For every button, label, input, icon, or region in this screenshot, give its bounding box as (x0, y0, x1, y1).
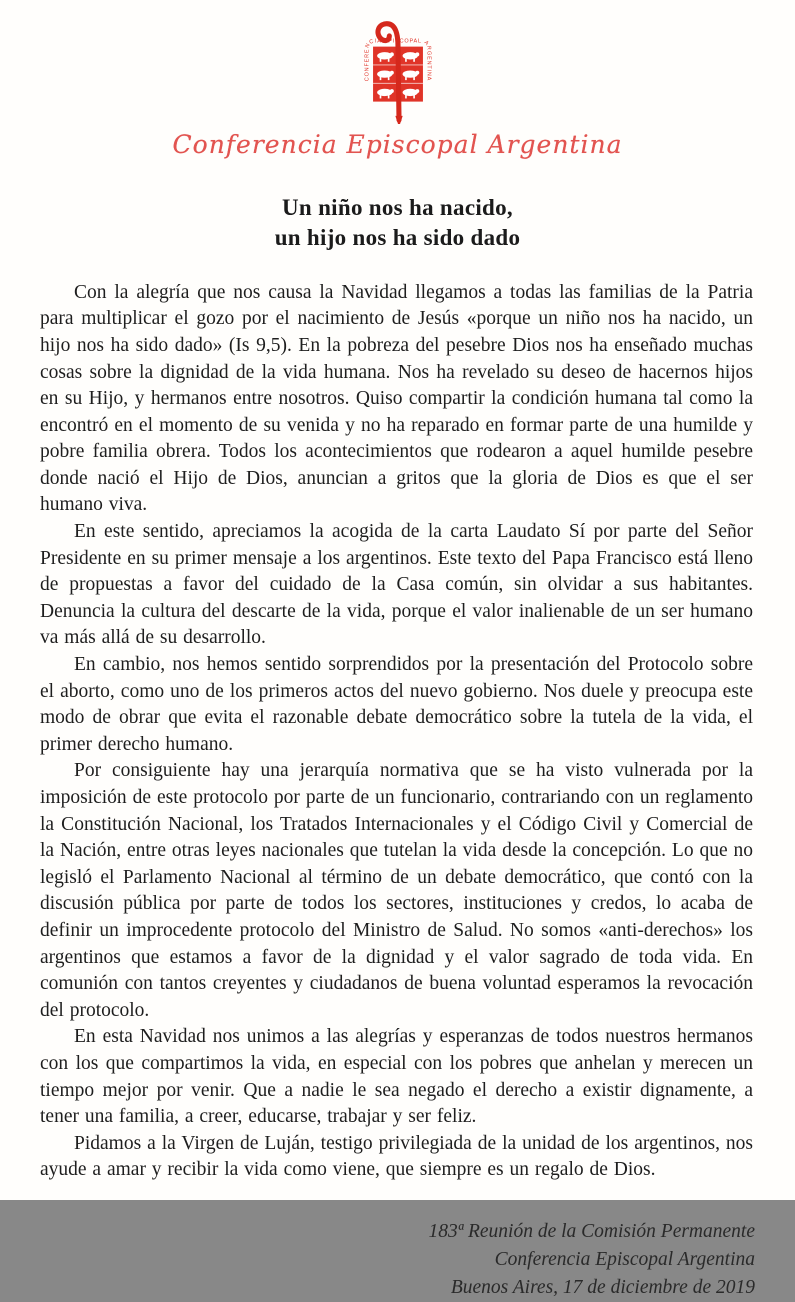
masthead (0, 0, 795, 159)
paragraph-3: En cambio, nos hemos sentido sorprendidos por la presentación del Protocolo sobre el aborto, como uno de los primeros actos del nuevo gobierno. Nos duele y preocupa este modo de obrar que evita el razonable debate democrático sobre la tutela de la vida, el primer derecho humano. (40, 654, 753, 755)
paragraph-2: En este sentido, apreciamos la acogida de la carta Laudato Sí por parte del Señor Presidente en su primer mensaje a los argentinos. Este texto del Papa Francisco está lleno de propuestas a favor del cuidado de la Casa común, sin olvidar a sus habitantes. Denuncia la cultura del descarte de la vida, porque el valor inalienable de un ser humano va más allá de su desarrollo. (40, 521, 753, 649)
cea-emblem-icon (344, 12, 452, 124)
emblem-ring-text: CONFERENCIA EPISCOPAL ARGENTINA (363, 38, 432, 82)
title-line-1: Un niño nos ha nacido, (282, 195, 513, 220)
signature-date-line: Buenos Aires, 17 de diciembre de 2019 (450, 1276, 755, 1298)
paragraph-1: Con la alegría que nos causa la Navidad llegamos a todas las familias de la Patria para multiplicar el gozo por el nacimiento de Jesús «porque un niño nos ha nacido, un hijo nos ha sido dado» (Is 9,5). En la pobreza del pesebre Dios nos ha enseñado muchas cosas sobre la dignidad de la vida humana. Nos ha revelado su deseo de hacernos hijos en su Hijo, y hermanos entre nosotros. Quiso compartir la condición humana tal como la encontró en el momento de su venida y no ha reparado en formar parte de una humilde y pobre familia obrera. Todos los acontecimientos que rodearon a aquel humilde pesebre donde nació el Hijo de Dios, anuncian a gritos que la gloria de Dios es que el ser humano viva. (40, 281, 753, 516)
signature-meeting-line: 183ª Reunión de la Comisión Permanente (428, 1220, 755, 1242)
paragraph-6: Pidamos a la Virgen de Luján, testigo privilegiada de la unidad de los argentinos, nos ayude a amar y recibir la vida como viene, que siempre es un regalo de Dios. (40, 1132, 753, 1181)
document-title (0, 193, 795, 254)
logo-wordmark: Conferencia Episcopal Argentina (172, 130, 623, 159)
paragraph-5: En esta Navidad nos unimos a las alegrías y esperanzas de todos nuestros hermanos con los que compartimos la vida, en especial con los pobres que anhelan y merecen un tiempo mejor por venir. Que a nadie le sea negado el derecho a existir dignamente, a tener una familia, a creer, educarse, trabajar y ser feliz. (40, 1026, 753, 1128)
signature-block (0, 1218, 795, 1302)
title-line-2: un hijo nos ha sido dado (274, 225, 521, 251)
signature-org-line: Conferencia Episcopal Argentina (494, 1248, 755, 1270)
paragraph-4: Por consiguiente hay una jerarquía normativa que se ha visto vulnerada por la imposición de este protocolo por parte de un funcionario, contrariando con un reglamento la Constitución Nacional, los Tratados Internacionales y el Código Civil y Comercial de la Nación, entre otras leyes nacionales que tutelan la vida desde la concepción. Lo que no legisló el Parlamento Nacional al término de un debate democrático, que contó con la discusión pública por parte de todos los sectores, instituciones y credos, lo acaba de definir un improcedente protocolo del Ministro de Salud. No somos «anti-derechos» los argentinos que estamos a favor de la dignidad y el valor sagrado de toda vida. En comunión con tantos creyentes y ciudadanos de buena voluntad esperamos la revocación del protocolo. (40, 760, 753, 1021)
document-body (0, 280, 795, 1184)
